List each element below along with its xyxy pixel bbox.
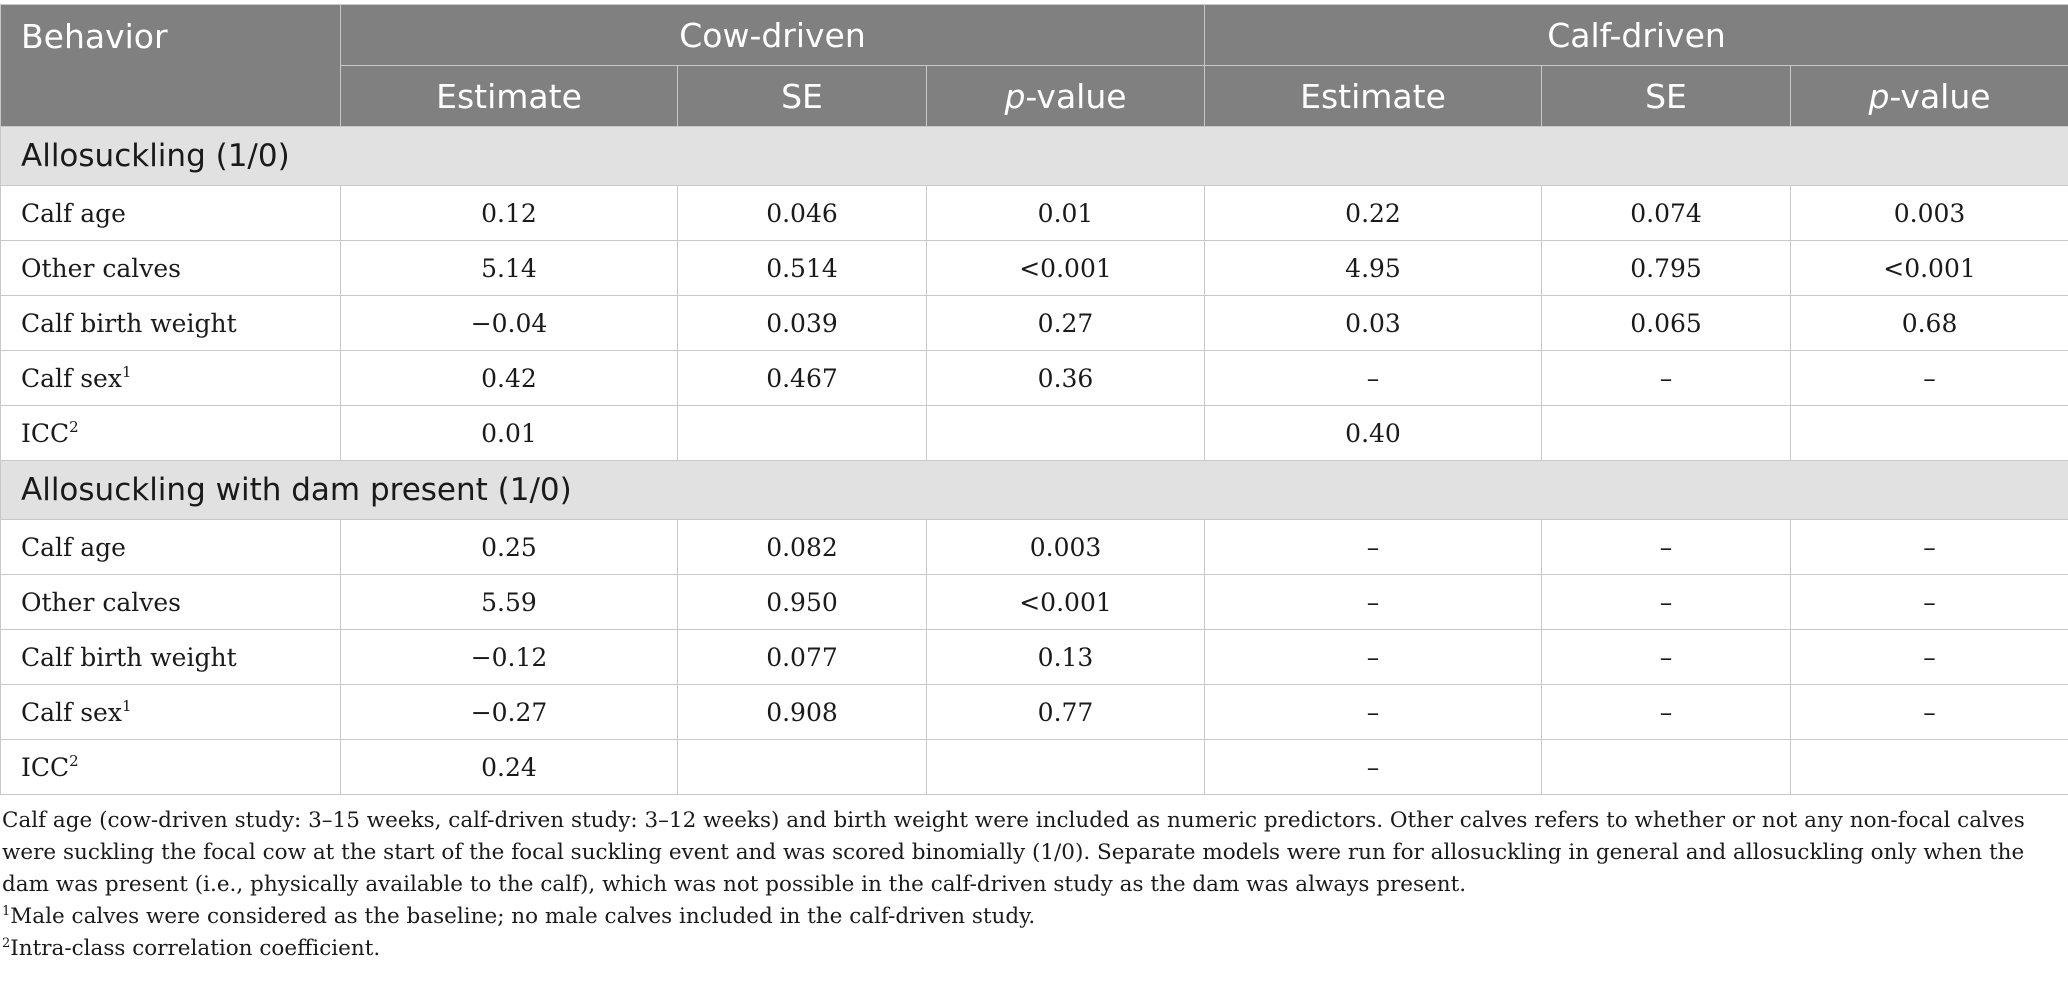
row-label — [1, 241, 341, 296]
table-cell: 4.95 — [1205, 241, 1542, 296]
footnote-2-text: Intra-class correlation coefficient. — [10, 936, 381, 961]
table-cell: 0.13 — [927, 630, 1205, 685]
table-cell: 0.908 — [678, 685, 927, 740]
table-cell: – — [1542, 351, 1791, 406]
table-cell: 0.039 — [678, 296, 927, 351]
table-cell: – — [1542, 630, 1791, 685]
table-cell: 5.14 — [341, 241, 678, 296]
row-label-text: Calf sex — [21, 697, 122, 727]
header-se: SE — [1542, 66, 1791, 127]
table-cell — [678, 740, 927, 795]
footnote-1 — [0, 901, 2068, 933]
results-table — [0, 4, 2068, 795]
table-notes — [0, 805, 2068, 965]
row-label-text: Other calves — [21, 587, 181, 617]
table-cell: 0.42 — [341, 351, 678, 406]
table-cell: – — [1791, 351, 2068, 406]
table-cell: <0.001 — [927, 241, 1205, 296]
footnote-2 — [0, 933, 2068, 965]
header-row-groups — [1, 5, 2068, 66]
table-row — [1, 351, 2068, 406]
header-se: SE — [678, 66, 927, 127]
note-main: Calf age (cow-driven study: 3–15 weeks, calf-driven study: 3–12 weeks) and birth weight were included as numeric predictors. Other calves refers to whether or not any non-focal calves were suckling the focal cow at the start of the focal suckling event and was scored binomially (1/0). Separate models were run for allosuckling in general and allosuckling only when the dam was present (i.e., physically available to the calf), which was not possible in the calf-driven study as the dam was always present. — [2, 808, 2025, 897]
table-cell: 0.22 — [1205, 186, 1542, 241]
table-cell: 0.01 — [341, 406, 678, 461]
header-p-italic: p — [1004, 76, 1026, 116]
table-cell: – — [1791, 575, 2068, 630]
table-cell: 0.003 — [927, 520, 1205, 575]
table-cell: 0.795 — [1542, 241, 1791, 296]
row-label — [1, 575, 341, 630]
row-label — [1, 351, 341, 406]
row-label-text: Calf age — [21, 532, 126, 562]
footnote-mark: 2 — [69, 751, 79, 770]
table-row — [1, 575, 2068, 630]
row-label-text: Calf sex — [21, 363, 122, 393]
table-cell: 0.046 — [678, 186, 927, 241]
table-cell: – — [1542, 520, 1791, 575]
table-cell: 0.082 — [678, 520, 927, 575]
footnote-mark: 2 — [69, 417, 79, 436]
table-cell: −0.12 — [341, 630, 678, 685]
row-label-text: ICC — [21, 418, 70, 448]
table-cell — [927, 406, 1205, 461]
table-cell: 0.065 — [1542, 296, 1791, 351]
table-cell: 0.074 — [1542, 186, 1791, 241]
table-cell: – — [1205, 740, 1542, 795]
table-body — [1, 127, 2068, 795]
table-row — [1, 740, 2068, 795]
header-behavior: Behavior — [1, 5, 341, 127]
row-label-text: ICC — [21, 752, 70, 782]
table-row — [1, 296, 2068, 351]
table-row — [1, 186, 2068, 241]
section-header-row — [1, 461, 2068, 520]
header-group-cow-driven: Cow-driven — [341, 5, 1205, 66]
table-cell — [1791, 740, 2068, 795]
header-p-value — [927, 66, 1205, 127]
table-cell: – — [1205, 685, 1542, 740]
row-label — [1, 186, 341, 241]
header-p-rest: -value — [1889, 76, 1991, 116]
table-cell: – — [1205, 351, 1542, 406]
table-cell: 0.27 — [927, 296, 1205, 351]
row-label — [1, 296, 341, 351]
footnote-mark: 1 — [121, 362, 132, 381]
table-row — [1, 520, 2068, 575]
table-cell — [927, 740, 1205, 795]
table-cell: 0.467 — [678, 351, 927, 406]
table-cell: 0.950 — [678, 575, 927, 630]
table-cell: −0.27 — [341, 685, 678, 740]
row-label-text: Other calves — [21, 253, 181, 283]
header-estimate: Estimate — [341, 66, 678, 127]
table-cell: 0.003 — [1791, 186, 2068, 241]
header-p-value — [1791, 66, 2068, 127]
row-label-text: Calf birth weight — [21, 642, 237, 672]
table-row — [1, 241, 2068, 296]
table-cell — [1791, 406, 2068, 461]
table-cell: 0.01 — [927, 186, 1205, 241]
table-row — [1, 685, 2068, 740]
row-label — [1, 520, 341, 575]
table-cell — [1542, 740, 1791, 795]
table-cell: 0.24 — [341, 740, 678, 795]
table-cell — [678, 406, 927, 461]
table-cell: – — [1791, 630, 2068, 685]
row-label-text: Calf age — [21, 198, 126, 228]
table-cell: 0.77 — [927, 685, 1205, 740]
table-cell: – — [1542, 575, 1791, 630]
section-title: Allosuckling (1/0) — [1, 127, 2068, 186]
footnote-2-mark: 2 — [2, 936, 11, 951]
table-cell: 0.36 — [927, 351, 1205, 406]
row-label-text: Calf birth weight — [21, 308, 237, 338]
footnote-mark: 1 — [121, 696, 132, 715]
table-cell: 0.25 — [341, 520, 678, 575]
table-cell: 0.514 — [678, 241, 927, 296]
table-cell: – — [1542, 685, 1791, 740]
table-cell: – — [1205, 520, 1542, 575]
row-label — [1, 406, 341, 461]
table-cell: – — [1791, 520, 2068, 575]
section-header-row — [1, 127, 2068, 186]
table-cell: 0.077 — [678, 630, 927, 685]
header-p-rest: -value — [1025, 76, 1127, 116]
table-cell: – — [1205, 630, 1542, 685]
footnote-1-mark: 1 — [2, 904, 11, 919]
table-cell: 0.68 — [1791, 296, 2068, 351]
table-cell: – — [1791, 685, 2068, 740]
table-row — [1, 630, 2068, 685]
table-cell: 5.59 — [341, 575, 678, 630]
row-label — [1, 685, 341, 740]
table-cell: <0.001 — [927, 575, 1205, 630]
table-cell: 0.12 — [341, 186, 678, 241]
table-cell: <0.001 — [1791, 241, 2068, 296]
table-cell: 0.40 — [1205, 406, 1542, 461]
row-label — [1, 630, 341, 685]
table-cell: – — [1205, 575, 1542, 630]
table-row — [1, 406, 2068, 461]
section-title: Allosuckling with dam present (1/0) — [1, 461, 2068, 520]
table-cell — [1542, 406, 1791, 461]
header-group-calf-driven: Calf-driven — [1205, 5, 2068, 66]
table-cell: −0.04 — [341, 296, 678, 351]
header-p-italic: p — [1868, 76, 1890, 116]
row-label — [1, 740, 341, 795]
footnote-1-text: Male calves were considered as the baseline; no male calves included in the calf-driven study. — [10, 904, 1036, 929]
table-cell: 0.03 — [1205, 296, 1542, 351]
header-estimate: Estimate — [1205, 66, 1542, 127]
